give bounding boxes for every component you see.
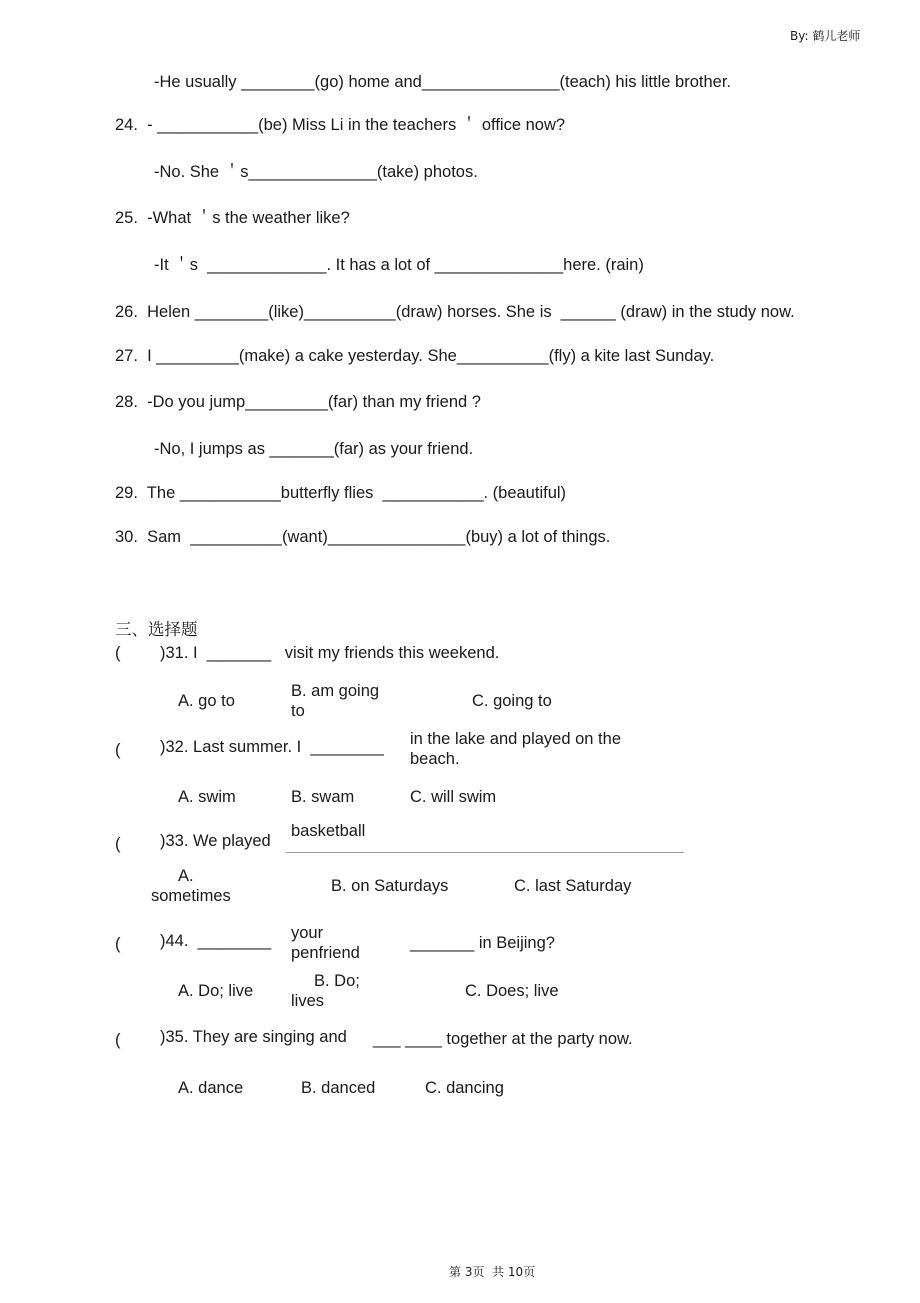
q32-option-b: B. swam	[291, 788, 355, 806]
q31-option-b-line2: to	[291, 702, 305, 720]
q31-option-b-line1: B. am going	[291, 682, 380, 700]
q44-option-b-line1: B. Do;	[314, 972, 360, 990]
footer-page-info: 第 3页 共 10页	[449, 1265, 536, 1279]
q24-line-b: -No. She ＇s______________(take) photos.	[154, 163, 478, 181]
q32-cont-line2: beach.	[410, 750, 460, 768]
q33-answer-rule	[286, 852, 684, 853]
q32-option-a: A. swim	[178, 788, 236, 806]
q33-option-b: B. on Saturdays	[331, 877, 449, 895]
q32-option-c: C. will swim	[410, 788, 497, 806]
section3-title: 三、选择题	[115, 620, 198, 639]
q44-stem: )44. ________	[160, 932, 272, 950]
q28-line-a: 28. -Do you jump_________(far) than my friend ?	[115, 393, 481, 411]
q25-line-a: 25. -What ＇s the weather like?	[115, 209, 350, 227]
q31-stem: )31. I _______ visit my friends this weekend.	[160, 644, 500, 662]
q31-option-a: A. go to	[178, 692, 235, 710]
q33-option-a-line2: sometimes	[151, 887, 231, 905]
q29-line: 29. The ___________butterfly flies ___________. (beautiful)	[115, 484, 567, 502]
q32-cont-line1: in the lake and played on the	[410, 730, 621, 748]
q44-mid-line1: your	[291, 924, 324, 942]
q30-line: 30. Sam __________(want)_______________(buy) a lot of things.	[115, 528, 611, 546]
q32-stem: )32. Last summer. I ________	[160, 738, 384, 756]
q35-option-a: A. dance	[178, 1079, 244, 1097]
q33-paren: (	[115, 835, 121, 853]
q35-option-b: B. danced	[301, 1079, 376, 1097]
q35-end: ___ ____ together at the party now.	[373, 1030, 633, 1048]
q44-option-a: A. Do; live	[178, 982, 254, 1000]
q31-paren: (	[115, 644, 121, 662]
q44-mid-line2: penfriend	[291, 944, 360, 962]
q35-stem: )35. They are singing and	[160, 1028, 347, 1046]
q27-line: 27. I _________(make) a cake yesterday. She__________(fly) a kite last Sunday.	[115, 347, 715, 365]
q32-paren: (	[115, 741, 121, 759]
q26-line: 26. Helen ________(like)__________(draw) horses. She is ______ (draw) in the study now.	[115, 303, 795, 321]
q24-line-a: 24. - ___________(be) Miss Li in the teachers ＇ office now?	[115, 116, 566, 134]
q35-option-c: C. dancing	[425, 1079, 504, 1097]
q33-word: basketball	[291, 822, 366, 840]
q31-option-c: C. going to	[472, 692, 552, 710]
q44-option-c: C. Does; live	[465, 982, 559, 1000]
header-author: By: 鹤儿老师	[790, 29, 861, 43]
q35-paren: (	[115, 1031, 121, 1049]
q25-line-b: -It ＇s _____________. It has a lot of ______________here. (rain)	[154, 256, 644, 274]
q44-option-b-line2: lives	[291, 992, 325, 1010]
q23-line-b: -He usually ________(go) home and_______________(teach) his little brother.	[154, 73, 731, 91]
q33-stem: )33. We played	[160, 832, 271, 850]
q33-option-a-line1: A.	[178, 867, 194, 885]
q44-paren: (	[115, 935, 121, 953]
q44-end: _______ in Beijing?	[410, 934, 555, 952]
q28-line-b: -No, I jumps as _______(far) as your friend.	[154, 440, 474, 458]
q33-option-c: C. last Saturday	[514, 877, 632, 895]
